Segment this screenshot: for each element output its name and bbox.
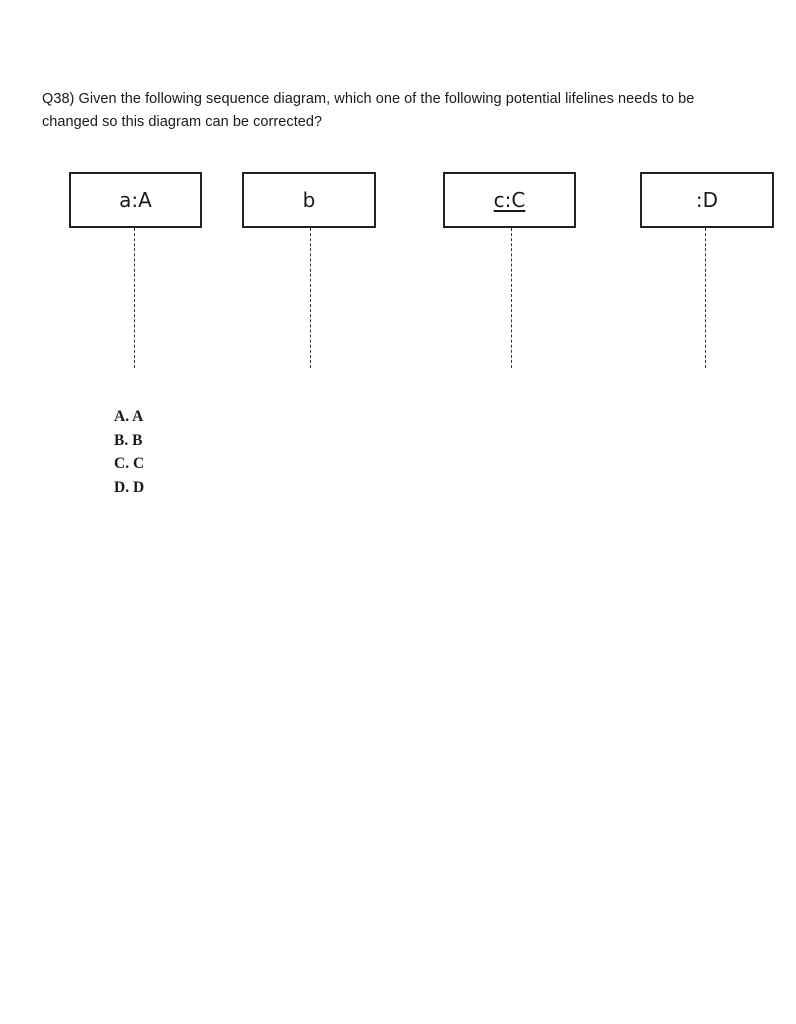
lifeline-head-d: [640, 172, 774, 228]
answer-options: [114, 405, 144, 499]
option-d: D. D: [114, 478, 145, 496]
lifeline-dash-b: [310, 228, 311, 368]
lifeline-dash-a: [134, 228, 135, 368]
question-line-1: Q38) Given the following sequence diagram, which one of the following potential lifelines needs to be: [42, 91, 695, 107]
lifeline-dash-d: [705, 228, 706, 368]
lifeline-head-c: [443, 172, 576, 228]
question-line-2: changed so this diagram can be corrected?: [42, 114, 323, 130]
option-b: B. B: [114, 431, 143, 449]
option-c: C. C: [114, 455, 145, 472]
lifeline-label-c: c:C: [493, 188, 526, 212]
lifeline-label-d: :D: [695, 188, 719, 212]
option-a: A. A: [114, 408, 144, 425]
lifeline-label-a: a:A: [119, 188, 152, 212]
lifeline-dash-c: [511, 228, 512, 368]
lifeline-head-a: [69, 172, 202, 228]
sequence-diagram: [0, 0, 796, 400]
lifeline-head-b: [242, 172, 376, 228]
lifeline-label-b: b: [302, 188, 316, 212]
